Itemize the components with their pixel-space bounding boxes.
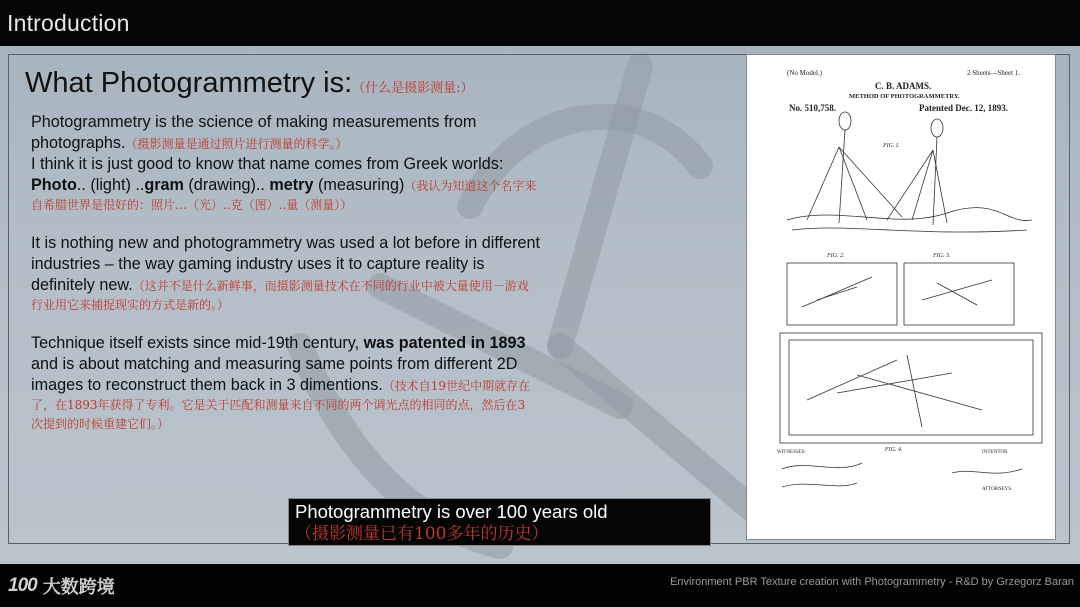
caption-text: Photogrammetry is over 100 years old <box>295 501 608 522</box>
patent-method: METHOD OF PHOTOGRAMMETRY. <box>849 93 960 100</box>
patent-fig4: FIG. 4. <box>885 447 903 453</box>
greek-translation-a: （我认为知道这个名字来 <box>404 179 537 193</box>
heading-translation: （什么是摄影测量:） <box>352 81 474 96</box>
caption-box <box>288 498 711 546</box>
p3-line1 <box>31 333 601 354</box>
word-metry: metry <box>269 176 314 194</box>
p2-line2: industries – the way gaming industry uses it to capture reality is <box>31 255 485 273</box>
p1-translation: （摄影测量是通过照片进行测量的科学。） <box>125 137 348 151</box>
p3-line3 <box>31 375 601 396</box>
patent-fig3: FIG. 3. <box>933 253 951 259</box>
patent-inventor: C. B. ADAMS. <box>875 81 932 91</box>
patent-sheets: 2 Sheets—Sheet 1. <box>967 69 1021 77</box>
patent-attorneys: ATTORNEYS. <box>982 487 1013 492</box>
patent-inventor-label: INVENTOR <box>982 450 1008 455</box>
p1-line2 <box>31 133 601 154</box>
slide <box>0 46 1080 564</box>
p1-line2-text: photographs. <box>31 134 126 152</box>
patent-date: Patented Dec. 12, 1893. <box>919 103 1008 113</box>
section-title: Introduction <box>7 10 130 36</box>
greek-translation-b: 自希腊世界是很好的：照片…（光）..克（图）..量（测量）） <box>31 198 353 212</box>
body-text <box>31 112 601 434</box>
word-metry-gloss: (measuring) <box>313 176 405 194</box>
patent-witnesses: WITNESSES: <box>777 450 806 455</box>
caption-translation: （摄影测量已有100多年的历史） <box>295 524 549 544</box>
footer-credit: Environment PBR Texture creation with Photogrammetry - R&D by Grzegorz Baran <box>670 576 1074 588</box>
p1-line1: Photogrammetry is the science of making measurements from <box>31 113 477 131</box>
p3-translation-b: 了，在1893年获得了专利。它是关于匹配和测量来自不同的两个调光点的相同的点，然后在3 <box>31 398 526 412</box>
word-gram: gram <box>144 176 184 194</box>
p2-line1: It is nothing new and photogrammetry was used a lot before in different <box>31 234 541 252</box>
p1-line3: I think it is just good to know that name comes from Greek worlds: <box>31 155 504 173</box>
p3-translation-c: 次提到的时候重建它们。） <box>31 417 170 431</box>
brand-logo <box>8 572 115 600</box>
word-photo: Photo <box>31 176 77 194</box>
patent-drawing <box>746 54 1056 540</box>
logo-name: 大数跨境 <box>42 577 115 597</box>
p3-line3-text: images to reconstruct them back in 3 dimentions. <box>31 376 383 394</box>
patent-fig2: FIG. 2. <box>827 253 845 259</box>
p2-translation-b: 行业用它来捕捉现实的方式是新的。） <box>31 298 230 312</box>
patent-model: (No Model.) <box>787 69 822 77</box>
top-bar <box>0 0 1080 46</box>
p3-line2: and is about matching and measuring same points from different 2D <box>31 355 518 373</box>
p3-line1-text: Technique itself exists since mid-19th century, <box>31 334 364 352</box>
p3-translation-a: （技术自19世纪中期就存在 <box>382 379 531 393</box>
slide-heading <box>25 67 474 100</box>
greek-roots <box>31 175 601 196</box>
patent-number: No. 510,758. <box>789 103 836 113</box>
footer-bar <box>0 564 1080 607</box>
p2-line3-text: definitely new. <box>31 276 133 294</box>
word-gram-gloss: (drawing).. <box>183 176 270 194</box>
word-photo-gloss: .. (light) .. <box>76 176 145 194</box>
p2-line3 <box>31 275 601 296</box>
logo-mark: 100 <box>8 575 37 596</box>
patent-fig1: FIG. I. <box>883 143 900 149</box>
heading-text: What Photogrammetry is: <box>25 67 353 99</box>
p2-translation-a: （这并不是什么新鲜事，而摄影测量技术在不同的行业中被大量使用－游戏 <box>132 279 529 293</box>
patent-figures <box>747 55 1057 541</box>
patent-highlight: was patented in 1893 <box>363 334 526 352</box>
